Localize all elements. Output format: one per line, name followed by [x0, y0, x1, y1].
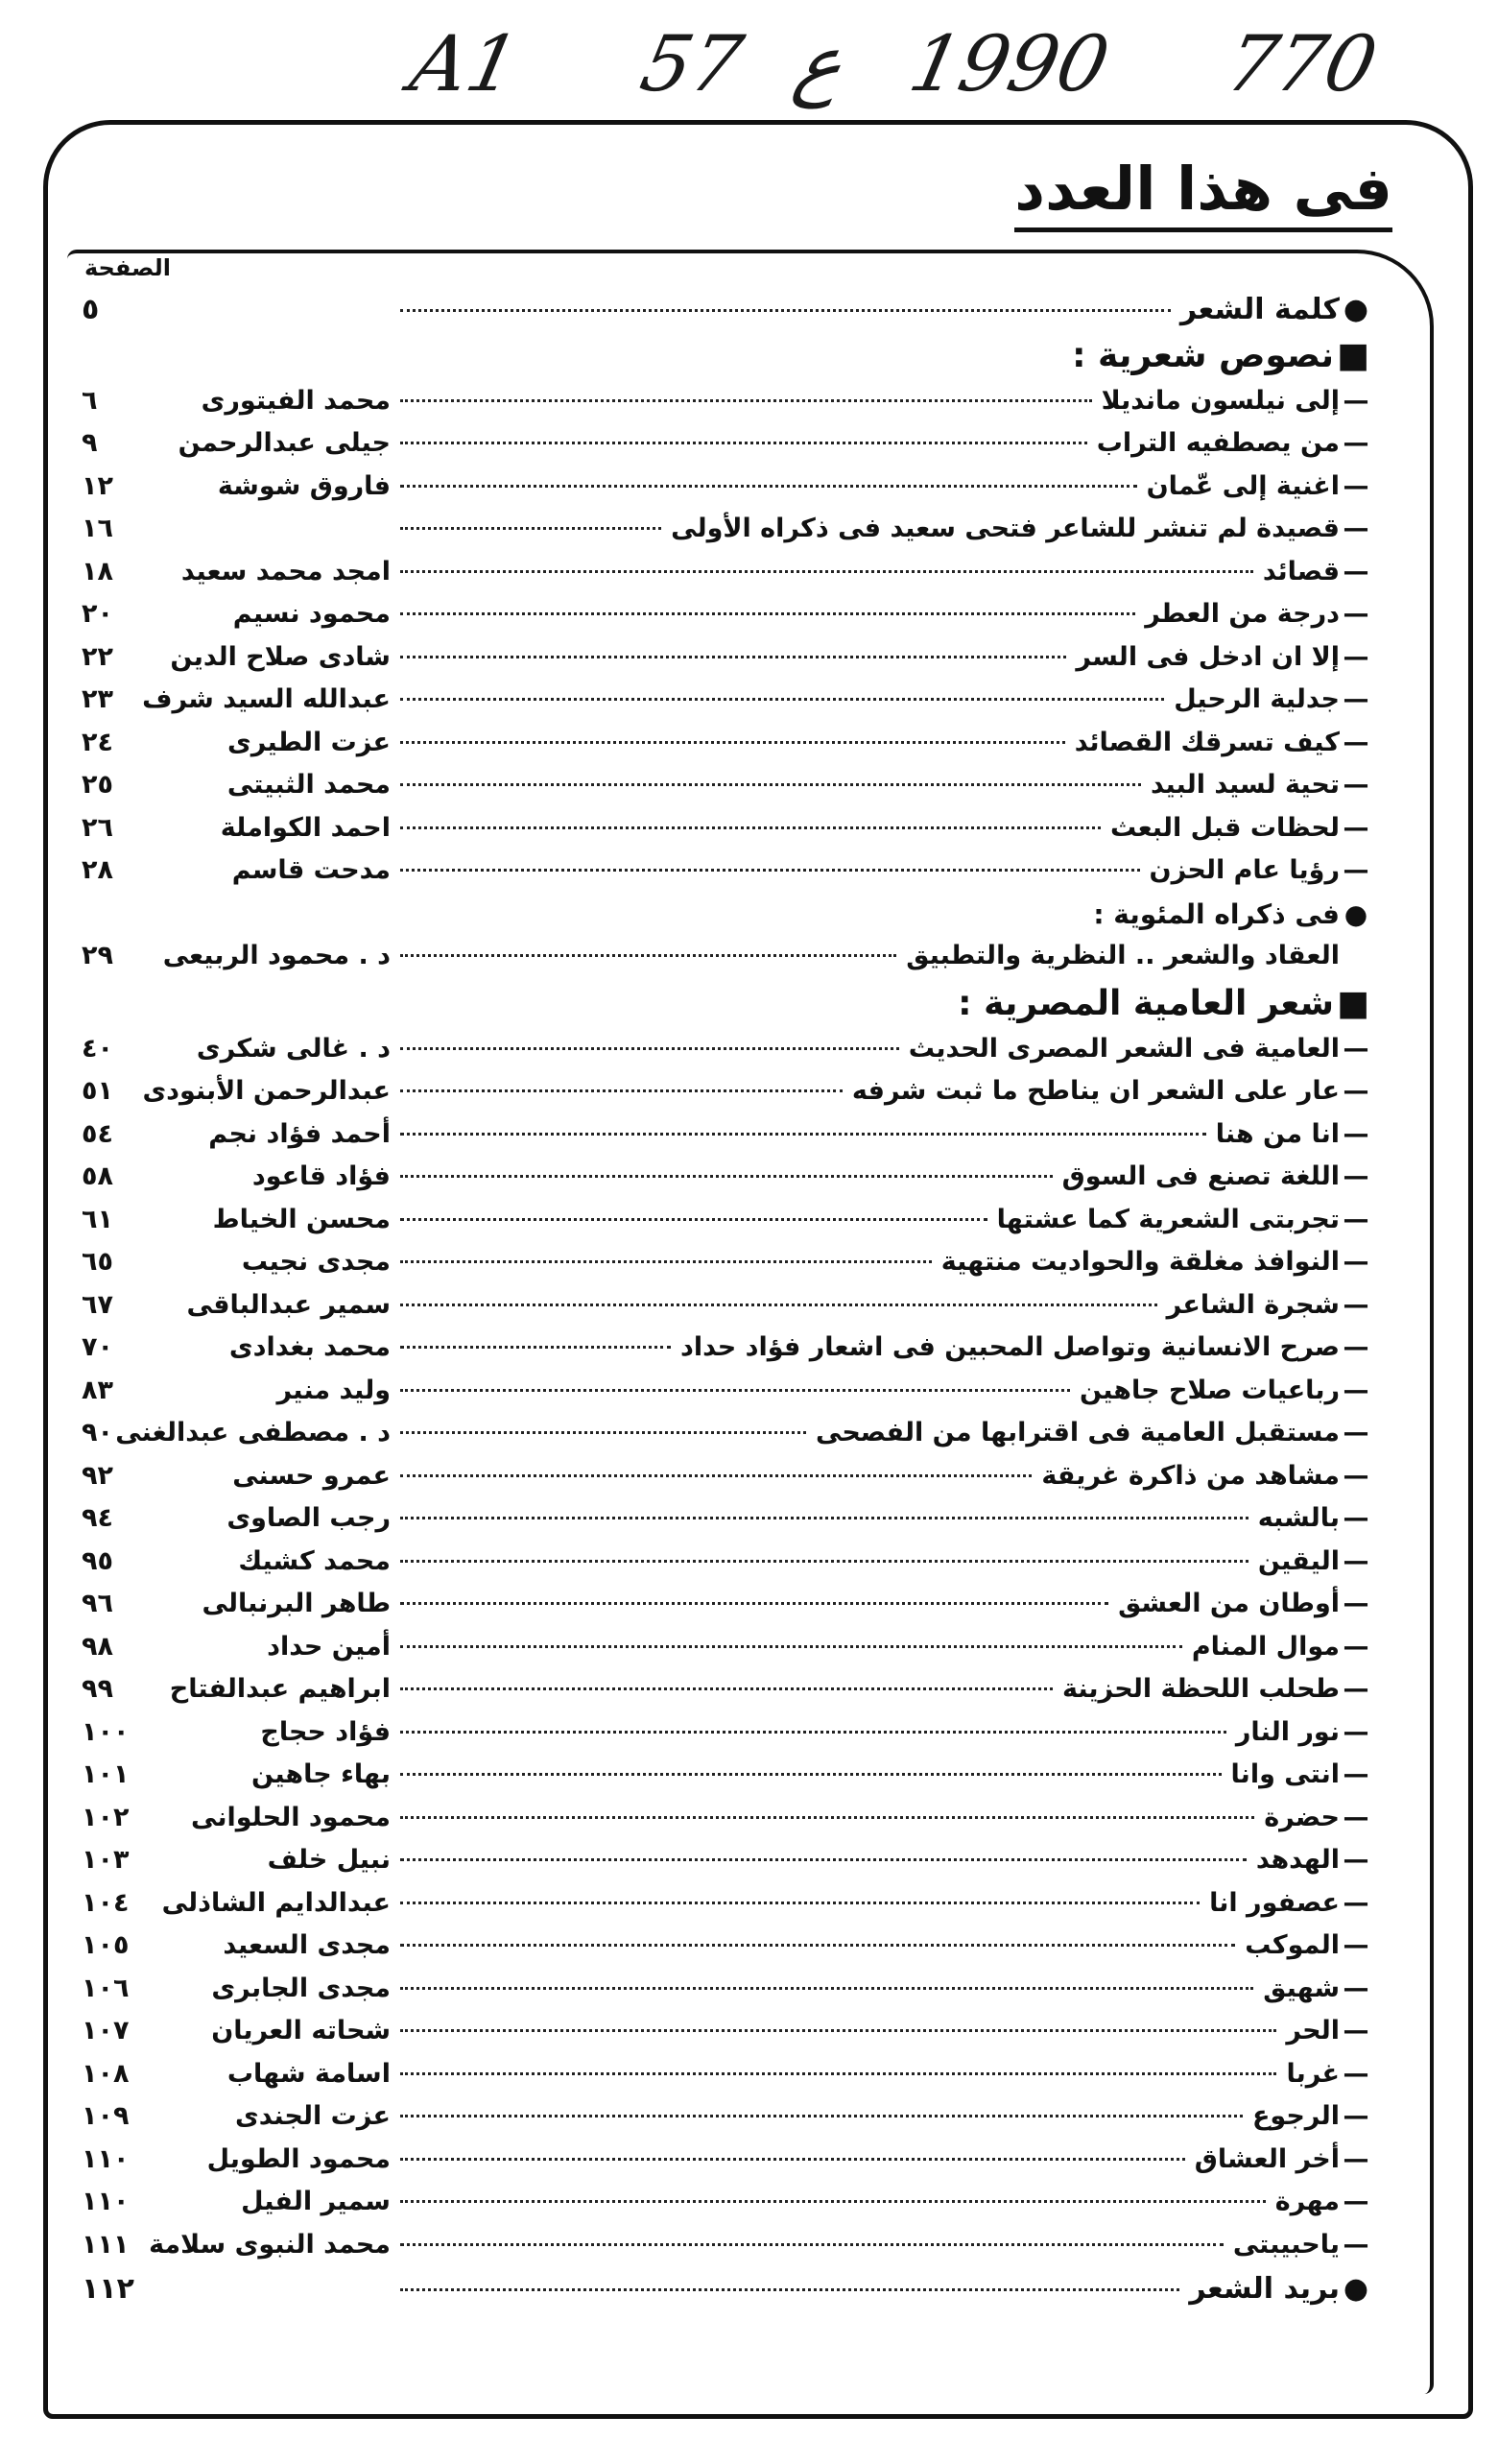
- dotted-leader: [400, 570, 1253, 573]
- dotted-leader: [400, 1902, 1200, 1904]
- entry-title: انتى وانا: [1230, 1759, 1340, 1789]
- circle-bullet-icon: ●: [1343, 293, 1369, 326]
- dotted-leader: [400, 1858, 1247, 1861]
- entry-page-number: ٩٤: [82, 1503, 113, 1533]
- dash-bullet-icon: —: [1343, 1973, 1369, 2003]
- entry-author: مدحت قاسم: [231, 855, 391, 885]
- entry-author: محمود الحلوانى: [191, 1802, 391, 1832]
- dotted-leader: [400, 1389, 1070, 1392]
- dash-bullet-icon: —: [1343, 1375, 1369, 1405]
- dotted-leader: [400, 2029, 1276, 2032]
- dash-bullet-icon: —: [1343, 1930, 1369, 1960]
- section-title: شعر العامية المصرية :: [958, 983, 1334, 1023]
- entry-page-number: ٢٣: [82, 684, 113, 714]
- entry-author: محمد النبوى سلامة: [149, 2229, 391, 2260]
- entry-page-number: ٨٣: [82, 1375, 113, 1405]
- dotted-leader: [400, 1047, 899, 1050]
- entry-author: سمير عبدالباقى: [186, 1289, 391, 1320]
- entry-author: محمد الثبيتى: [226, 770, 391, 800]
- entry-page-number: ١٠٢: [82, 1802, 130, 1832]
- toc-entry: [82, 557, 1372, 600]
- entry-author: فاروق شوشة: [217, 470, 391, 501]
- entry-author: مجدى نجيب: [241, 1247, 391, 1277]
- entry-title: رباعيات صلاح جاهين: [1079, 1375, 1340, 1405]
- entry-author: عبدالله السيد شرف: [142, 684, 391, 714]
- dash-bullet-icon: —: [1343, 684, 1369, 714]
- dash-bullet-icon: —: [1343, 1845, 1369, 1875]
- toc-entry: [82, 599, 1372, 642]
- toc-section-heading: [82, 336, 1372, 386]
- entry-page-number: ١٠٥: [82, 1930, 130, 1960]
- toc-entry: [82, 1803, 1372, 1846]
- toc-major-entry: [82, 293, 1372, 336]
- toc-entry: [82, 428, 1372, 471]
- entry-title: الموكب: [1245, 1930, 1340, 1960]
- toc-entry: [82, 1461, 1372, 1504]
- dotted-leader: [400, 2200, 1266, 2203]
- entry-page-number: ٢٤: [82, 727, 113, 757]
- entry-author: وليد منير: [276, 1375, 391, 1405]
- toc-entry: [82, 1759, 1372, 1803]
- toc-entry: [82, 2187, 1372, 2230]
- entry-author: نبيل خلف: [267, 1845, 391, 1875]
- toc-entry: [82, 1974, 1372, 2017]
- toc-entry: [82, 1247, 1372, 1290]
- toc-entry: [82, 514, 1372, 557]
- entry-title: تجربتى الشعرية كما عشتها: [996, 1204, 1340, 1234]
- dash-bullet-icon: —: [1343, 727, 1369, 757]
- handwritten-code-4: 1990: [902, 19, 1117, 108]
- entry-title: حضرة: [1264, 1802, 1340, 1832]
- dash-bullet-icon: —: [1343, 770, 1369, 800]
- entry-title: شجرة الشاعر: [1166, 1289, 1340, 1320]
- entry-page-number: ٤٠: [82, 1033, 113, 1064]
- entry-page-number: ٢٨: [82, 855, 113, 885]
- dotted-leader: [400, 1260, 932, 1263]
- toc-entry: [82, 2144, 1372, 2188]
- handwritten-code-3: ع: [787, 19, 852, 108]
- entry-page-number: ٥٤: [82, 1118, 113, 1149]
- entry-author: فؤاد حجاج: [260, 1716, 391, 1747]
- entry-page-number: ٩٨: [82, 1631, 113, 1662]
- circle-bullet-icon: ●: [1343, 2272, 1369, 2306]
- entry-author: عبدالدايم الشاذلى: [161, 1887, 391, 1918]
- dash-bullet-icon: —: [1343, 641, 1369, 672]
- entry-title: اللغة تصنع فى السوق: [1061, 1161, 1340, 1191]
- entry-title: أوطان من العشق: [1118, 1589, 1340, 1618]
- dotted-leader: [400, 1731, 1226, 1734]
- entry-page-number: ٩٥: [82, 1545, 113, 1576]
- dotted-leader: [400, 2115, 1243, 2117]
- dash-bullet-icon: —: [1343, 2058, 1369, 2089]
- toc-entry: [82, 1888, 1372, 1931]
- entry-page-number: ١٠٦: [82, 1973, 130, 2003]
- entry-title: اغنية إلى عّمان: [1146, 470, 1340, 501]
- dash-bullet-icon: —: [1343, 428, 1369, 458]
- entry-title: نور النار: [1235, 1716, 1340, 1747]
- toc-entry: [82, 1076, 1372, 1119]
- entry-page-number: ٩٦: [82, 1589, 113, 1618]
- handwritten-code-2: 57: [633, 19, 750, 108]
- entry-author: محمود الطويل: [206, 2143, 391, 2174]
- entry-author: امجد محمد سعيد: [180, 556, 391, 586]
- dotted-leader: [400, 485, 1137, 488]
- entry-title: الحر: [1286, 2016, 1340, 2045]
- dotted-leader: [400, 954, 896, 957]
- toc-entry: [82, 1205, 1372, 1248]
- dotted-leader: [400, 1346, 671, 1349]
- dash-bullet-icon: —: [1343, 1887, 1369, 1918]
- entry-title: العامية فى الشعر المصرى الحديث: [908, 1033, 1340, 1064]
- entry-author: فؤاد قاعود: [251, 1161, 391, 1191]
- dotted-leader: [400, 698, 1164, 701]
- toc-entry: [82, 386, 1372, 429]
- entry-page-number: ٩٢: [82, 1460, 113, 1491]
- toc-entry: [82, 1546, 1372, 1590]
- dash-bullet-icon: —: [1343, 2229, 1369, 2260]
- entry-page-number: ٥١: [82, 1076, 113, 1106]
- entry-author: جيلى عبدالرحمن: [178, 428, 391, 458]
- entry-title: إلى نيلسون مانديلا: [1101, 385, 1340, 416]
- dotted-leader: [400, 1816, 1254, 1819]
- entry-title: جدلية الرحيل: [1174, 684, 1340, 714]
- toc-entry: [82, 728, 1372, 771]
- dotted-leader: [400, 2243, 1224, 2246]
- entry-page-number: ٢٦: [82, 812, 113, 843]
- table-of-contents: [82, 293, 1372, 2315]
- entry-title: تحية لسيد البيد: [1150, 770, 1340, 800]
- entry-page-number: ١٠٤: [82, 1887, 130, 1918]
- entry-author: محمد الفيتورى: [201, 385, 391, 416]
- toc-entry: [82, 1119, 1372, 1162]
- entry-author: بهاء جاهين: [251, 1759, 391, 1789]
- dash-bullet-icon: —: [1343, 1118, 1369, 1149]
- entry-page-number: ١٨: [82, 556, 113, 586]
- dotted-leader: [400, 783, 1141, 786]
- toc-entry: [82, 1332, 1372, 1376]
- toc-entry: [82, 1503, 1372, 1546]
- dotted-leader: [400, 1431, 806, 1434]
- dash-bullet-icon: —: [1343, 1802, 1369, 1832]
- toc-entry: [82, 1376, 1372, 1419]
- entry-title: كلمة الشعر: [1179, 293, 1340, 326]
- entry-page-number: ٩: [82, 428, 98, 458]
- entry-author: عبدالرحمن الأبنودى: [142, 1076, 391, 1106]
- section-title: نصوص شعرية :: [1072, 335, 1334, 375]
- toc-entry: [82, 1632, 1372, 1675]
- dash-bullet-icon: —: [1343, 1076, 1369, 1106]
- toc-entry: [82, 855, 1372, 898]
- entry-page-number: ٩٩: [82, 1674, 113, 1704]
- entry-page-number: ٦٧: [82, 1289, 113, 1320]
- toc-section-heading: [82, 984, 1372, 1034]
- handwritten-code-5: 770: [1219, 19, 1385, 108]
- toc-entry: [82, 1290, 1372, 1333]
- dotted-leader: [400, 656, 1066, 658]
- dash-bullet-icon: —: [1343, 1332, 1369, 1362]
- toc-entry: [82, 1161, 1372, 1205]
- entry-title: درجة من العطر: [1145, 599, 1340, 629]
- page-column-label: الصفحة: [84, 254, 172, 281]
- entry-author: د . غالى شكرى: [196, 1033, 391, 1064]
- toc-entry: [82, 941, 1372, 984]
- toc-major-entry: [82, 2272, 1372, 2315]
- dotted-leader: [400, 1987, 1253, 1990]
- dash-bullet-icon: —: [1343, 1716, 1369, 1747]
- dotted-leader: [400, 826, 1101, 829]
- entry-page-number: ٥٨: [82, 1161, 113, 1191]
- entry-author: عزت الجندى: [235, 2101, 391, 2131]
- entry-author: رجب الصاوى: [226, 1503, 391, 1533]
- entry-page-number: ١٠٣: [82, 1845, 130, 1875]
- entry-page-number: ٢٠: [82, 599, 113, 629]
- toc-entry: [82, 1930, 1372, 1974]
- entry-title: لحظات قبل البعث: [1109, 812, 1340, 843]
- entry-author: محمد بغدادى: [228, 1332, 391, 1362]
- dotted-leader: [400, 1474, 1032, 1477]
- entry-author: محسن الخياط: [212, 1204, 391, 1234]
- entry-title: مستقبل العامية فى اقترابها من الفصحى: [816, 1418, 1340, 1447]
- entry-page-number: ٧٠: [82, 1332, 113, 1362]
- entry-page-number: ٢٥: [82, 770, 113, 800]
- dash-bullet-icon: —: [1343, 1033, 1369, 1064]
- toc-entry: [82, 770, 1372, 813]
- entry-title: بريد الشعر: [1189, 2272, 1340, 2306]
- entry-title: العقاد والشعر .. النظرية والتطبيق: [906, 941, 1340, 970]
- entry-title: إلا ان ادخل فى السر: [1076, 641, 1340, 672]
- entry-title: اليقين: [1257, 1545, 1340, 1576]
- entry-page-number: ١١١: [82, 2229, 130, 2260]
- dash-bullet-icon: —: [1343, 1759, 1369, 1789]
- entry-title: مهرة: [1274, 2187, 1340, 2216]
- entry-page-number: ١٠٧: [82, 2016, 130, 2045]
- entry-page-number: ١١٠: [82, 2143, 130, 2174]
- entry-author: مجدى السعيد: [223, 1930, 391, 1960]
- entry-author: عمرو حسنى: [232, 1460, 391, 1491]
- entry-author: طاهر البرنبالى: [202, 1589, 391, 1618]
- entry-author: أمين حداد: [267, 1631, 391, 1662]
- dotted-leader: [400, 1089, 843, 1092]
- entry-page-number: ١١٢: [82, 2272, 134, 2306]
- entry-title: طحلب اللحظة الحزينة: [1061, 1674, 1340, 1704]
- toc-entry: [82, 1845, 1372, 1888]
- dash-bullet-icon: —: [1343, 855, 1369, 885]
- entry-page-number: ٢٢: [82, 641, 113, 672]
- dotted-leader: [400, 2158, 1185, 2161]
- dotted-leader: [400, 1645, 1182, 1648]
- toc-entry: [82, 1674, 1372, 1717]
- entry-author: شادى صلاح الدين: [170, 641, 391, 672]
- entry-page-number: ١٠٨: [82, 2058, 130, 2089]
- dash-bullet-icon: —: [1343, 1545, 1369, 1576]
- toc-entry: [82, 1717, 1372, 1760]
- entry-page-number: ١٠٠: [82, 1716, 130, 1747]
- dash-bullet-icon: —: [1343, 470, 1369, 501]
- entry-page-number: ١١٠: [82, 2187, 130, 2216]
- entry-page-number: ٦١: [82, 1204, 113, 1234]
- dotted-leader: [400, 2288, 1179, 2291]
- dash-bullet-icon: —: [1343, 1460, 1369, 1491]
- dotted-leader: [400, 1944, 1235, 1947]
- dash-bullet-icon: —: [1343, 1674, 1369, 1704]
- toc-entry: [82, 1418, 1372, 1461]
- entry-page-number: ١٢: [82, 470, 113, 501]
- dotted-leader: [400, 2072, 1276, 2075]
- entry-author: محمد كشيك: [238, 1545, 391, 1576]
- entry-title: قصائد: [1262, 556, 1340, 586]
- entry-title: صرح الانسانية وتواصل المحبين فى اشعار فؤاد حداد: [680, 1332, 1340, 1362]
- toc-entry: [82, 1034, 1372, 1077]
- entry-page-number: ٦٥: [82, 1247, 113, 1277]
- toc-entry: [82, 642, 1372, 685]
- toc-entry: [82, 2230, 1372, 2273]
- dotted-leader: [400, 1773, 1222, 1776]
- dash-bullet-icon: —: [1343, 2016, 1369, 2045]
- square-bullet-icon: ■: [1336, 983, 1369, 1023]
- entry-title: أخر العشاق: [1194, 2143, 1340, 2174]
- entry-title: رؤيا عام الحزن: [1149, 855, 1340, 885]
- dotted-leader: [400, 1517, 1248, 1519]
- entry-title: الهدهد: [1255, 1845, 1340, 1875]
- toc-entry: [82, 2101, 1372, 2144]
- dash-bullet-icon: —: [1343, 599, 1369, 629]
- dotted-leader: [400, 527, 661, 530]
- dotted-leader: [400, 1133, 1206, 1136]
- toc-entry: [82, 471, 1372, 514]
- dotted-leader: [400, 1602, 1108, 1605]
- dash-bullet-icon: —: [1343, 2101, 1369, 2131]
- dotted-leader: [400, 399, 1092, 402]
- entry-author: شحاته العريان: [211, 2016, 391, 2045]
- entry-author: ابراهيم عبدالفتاح: [169, 1674, 391, 1704]
- entry-title: قصيدة لم تنشر للشاعر فتحى سعيد فى ذكراه الأولى: [671, 514, 1340, 543]
- dash-bullet-icon: —: [1343, 1289, 1369, 1320]
- entry-author: سمير الفيل: [241, 2187, 391, 2216]
- dotted-leader: [400, 1687, 1053, 1690]
- dotted-leader: [400, 1560, 1248, 1563]
- dash-bullet-icon: —: [1343, 1631, 1369, 1662]
- dotted-leader: [400, 1175, 1053, 1178]
- dash-bullet-icon: —: [1343, 1418, 1369, 1447]
- entry-page-number: ٦: [82, 385, 98, 416]
- entry-author: محمود نسيم: [232, 599, 391, 629]
- dash-bullet-icon: —: [1343, 1204, 1369, 1234]
- entry-title: مشاهد من ذاكرة غريقة: [1041, 1460, 1340, 1491]
- entry-title: بالشبه: [1257, 1503, 1340, 1533]
- dash-bullet-icon: —: [1343, 514, 1369, 543]
- entry-author: مجدى الجابرى: [211, 1973, 391, 2003]
- entry-page-number: ٢٩: [82, 941, 113, 970]
- entry-author: احمد الكواملة: [220, 812, 391, 843]
- entry-title: ياحبيبتى: [1232, 2229, 1340, 2260]
- square-bullet-icon: ■: [1336, 335, 1369, 375]
- entry-title: كيف تسرقك القصائد: [1074, 727, 1340, 757]
- dotted-leader: [400, 309, 1171, 312]
- page-title: فى هذا العدد: [1014, 154, 1392, 232]
- dash-bullet-icon: —: [1343, 556, 1369, 586]
- entry-title: عصفور انا: [1209, 1887, 1340, 1918]
- toc-entry: [82, 2059, 1372, 2102]
- dash-bullet-icon: —: [1343, 1589, 1369, 1618]
- entry-title: شهيق: [1263, 1973, 1340, 2003]
- dash-bullet-icon: —: [1343, 2187, 1369, 2216]
- toc-entry: [82, 684, 1372, 728]
- entry-title: انا من هنا: [1215, 1118, 1340, 1149]
- entry-author: اسامة شهاب: [226, 2058, 391, 2089]
- entry-page-number: ٩٠: [82, 1418, 113, 1447]
- dotted-leader: [400, 741, 1065, 744]
- toc-entry: [82, 1589, 1372, 1632]
- dotted-leader: [400, 869, 1140, 872]
- entry-author: أحمد فؤاد نجم: [208, 1118, 391, 1149]
- entry-page-number: ١٠٩: [82, 2101, 130, 2131]
- dash-bullet-icon: —: [1343, 2143, 1369, 2174]
- entry-title: النوافذ مغلقة والحواديت منتهية: [940, 1247, 1340, 1277]
- dotted-leader: [400, 442, 1087, 444]
- toc-entry: [82, 2016, 1372, 2059]
- toc-subsection-heading: [82, 898, 1372, 942]
- entry-title: عار على الشعر ان يناطح ما ثبت شرفه: [851, 1076, 1340, 1106]
- toc-entry: [82, 813, 1372, 856]
- entry-page-number: ١٠١: [82, 1759, 130, 1789]
- dotted-leader: [400, 1218, 987, 1221]
- entry-title: من يصطفيه التراب: [1096, 428, 1340, 458]
- entry-page-number: ١٦: [82, 514, 113, 543]
- handwritten-code-1: A1: [403, 19, 527, 108]
- dotted-leader: [400, 612, 1135, 615]
- entry-title: الرجوع: [1251, 2101, 1340, 2131]
- dash-bullet-icon: —: [1343, 385, 1369, 416]
- dash-bullet-icon: —: [1343, 1247, 1369, 1277]
- dash-bullet-icon: —: [1343, 1161, 1369, 1191]
- entry-page-number: ٥: [82, 293, 100, 326]
- circle-bullet-icon: ●: [1343, 897, 1368, 930]
- entry-author: د . مصطفى عبدالغنى: [115, 1418, 391, 1447]
- entry-author: عزت الطيرى: [226, 727, 391, 757]
- handwritten-archive-code: [403, 19, 1468, 125]
- dash-bullet-icon: —: [1343, 812, 1369, 843]
- entry-title: موال المنام: [1191, 1631, 1340, 1662]
- subsection-title: فى ذكراه المئوية :: [1093, 897, 1340, 930]
- dash-bullet-icon: —: [1343, 1503, 1369, 1533]
- dotted-leader: [400, 1304, 1157, 1306]
- entry-title: غربا: [1286, 2058, 1340, 2089]
- entry-author: د . محمود الربيعى: [162, 941, 391, 970]
